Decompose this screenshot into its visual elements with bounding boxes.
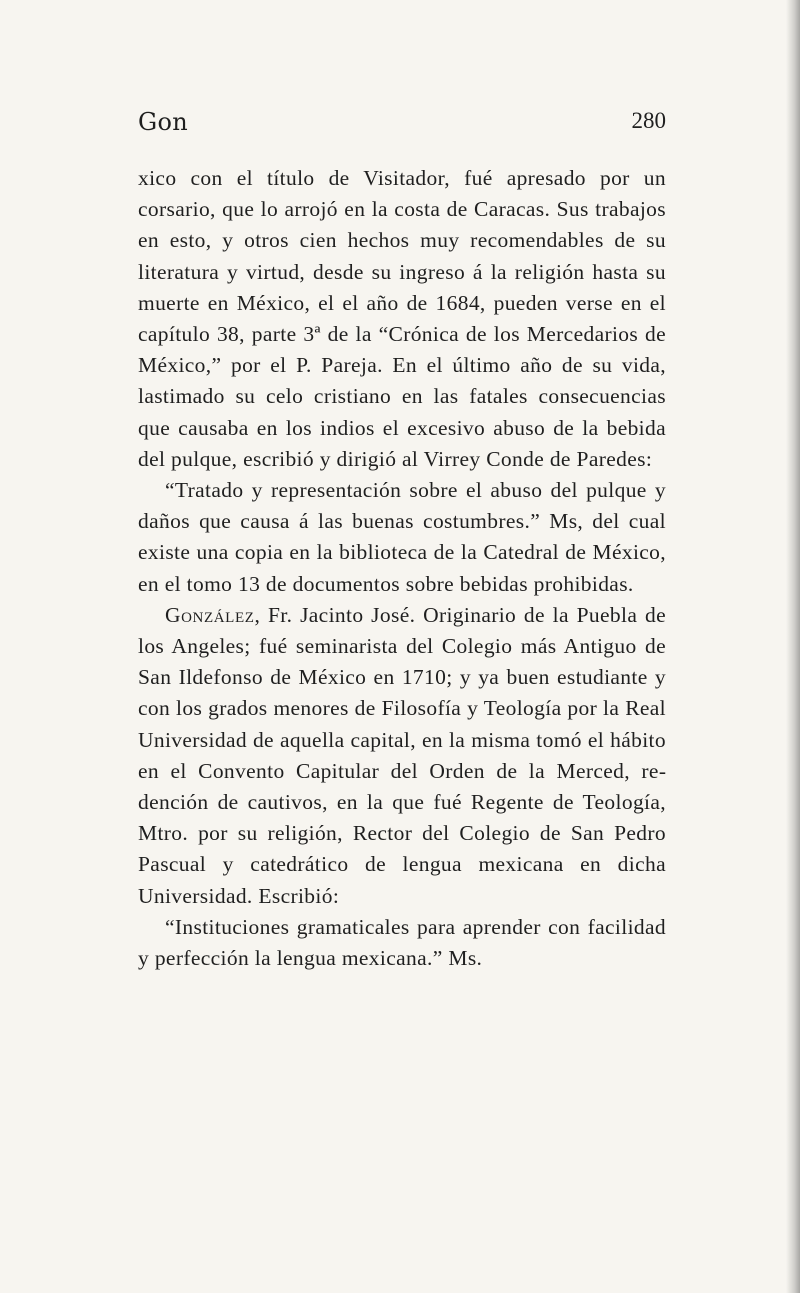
paragraph-3 <box>138 600 666 912</box>
paragraph-4: “Instituciones gramaticales para aprender con facilidad y perfección la lengua mexicana.” Ms. <box>138 914 666 971</box>
entry-name: González <box>165 602 255 627</box>
paragraph-2: “Tratado y representación sobre el abuso del pulque y daños que causa á las buenas costumbres.” Ms, del cual existe una copia en la biblioteca de la Catedral de México, en el tomo 13 de documentos sobre bebidas prohibidas. <box>138 478 666 596</box>
paragraph-1: xico con el título de Visitador, fué apresado por un corsario, que lo arrojó en la costa de Caracas. Sus trabajos en esto, y otros cien hechos muy recomendables de su literatura y virtud, desde su ingreso á la religión hasta su muerte en México, el el año de 1684, pueden verse en el capítulo 38, parte 3ª de la “Crónica de los Mercedarios de México,” por el P. Pareja. En el último año de su vida, lastimado su celo cristiano en las fatales consecuencias que causaba en los indios el excesivo abuso de la bebida del pulque, escribió y dirigió al Virrey Conde de Paredes: <box>138 166 666 471</box>
page-edge-shadow <box>786 0 800 1293</box>
page-number: 280 <box>631 108 666 133</box>
paragraph-3-text: , Fr. Jacinto José. Originario de la Puebla de los Angeles; fué seminarista del Colegio más Antiguo de San Ildefonso de México en 1710; y ya buen estudiante y con los grados menores de Filosofía y Teología por la Real Universidad de aquella capital, en la misma tomó el hábito en el Convento Capitular del Orden de la Merced, redención de cautivos, en la que fué Regente de Teología, Mtro. por su religión, Rector del Colegio de San Pedro Pascual y catedrático de lengua mexicana en dicha Universidad. Escribió: <box>138 602 666 908</box>
running-head: Gon <box>138 108 188 136</box>
body-text <box>138 163 666 974</box>
page-header <box>138 108 666 144</box>
